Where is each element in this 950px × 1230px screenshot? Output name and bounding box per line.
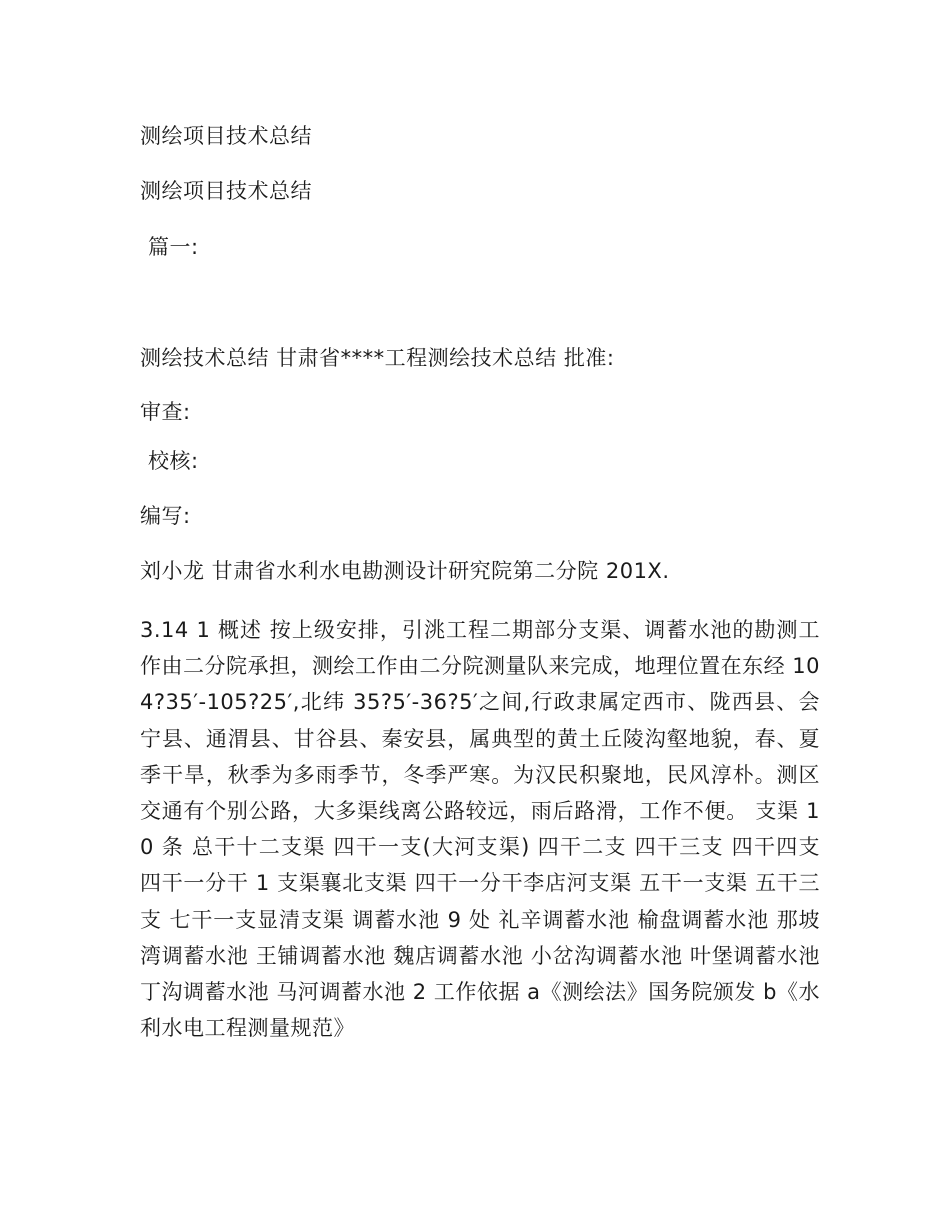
document-title: 测绘项目技术总结 [140, 124, 312, 148]
author-line: 刘小龙 甘肃省水利水电勘测设计研究院第二分院 201X. [140, 559, 670, 583]
body-paragraph: 3.14 1 概述 按上级安排，引洮工程二期部分支渠、调蓄水池的勘测工作由二分院承担，测绘工作由二分院测量队来完成，地理位置在东经 104?35′-105?25′,北纬 35?5′-36?5′之间,行政隶属定西市、陇西县、会宁县、通渭县、甘谷县、秦安县，属典型的黄土丘陵沟壑地貌，春、夏季干旱，秋季为多雨季节，冬季严寒。为汉民积聚地，民风淳朴。测区交通有个别公路，大多渠线离公路较远，雨后路滑，工作不便。 支渠 10 条 总干十二支渠 四干一支(大河支渠) 四干二支 四干三支 四干四支 四干一分干 1 支渠襄北支渠 四干一分干李店河支渠 五干一支渠 五干三支 七干一支显清支渠 调蓄水池 9 处 礼辛调蓄水池 榆盘调蓄水池 那坡湾调蓄水池 王铺调蓄水池 魏店调蓄水池 小岔沟调蓄水池 叶堡调蓄水池 丁沟调蓄水池 马河调蓄水池 2 工作依据 a《测绘法》国务院颁发 b《水利水电工程测量规范》 [140, 618, 820, 1041]
proofread-label: 校核: [148, 449, 199, 473]
document-subtitle: 测绘项目技术总结 [140, 179, 312, 203]
report-heading: 测绘技术总结 甘肃省****工程测绘技术总结 批准: [140, 346, 615, 370]
author-label: 编写: [140, 504, 191, 528]
section-label: 篇一: [148, 235, 199, 259]
review-label: 审查: [140, 400, 191, 424]
